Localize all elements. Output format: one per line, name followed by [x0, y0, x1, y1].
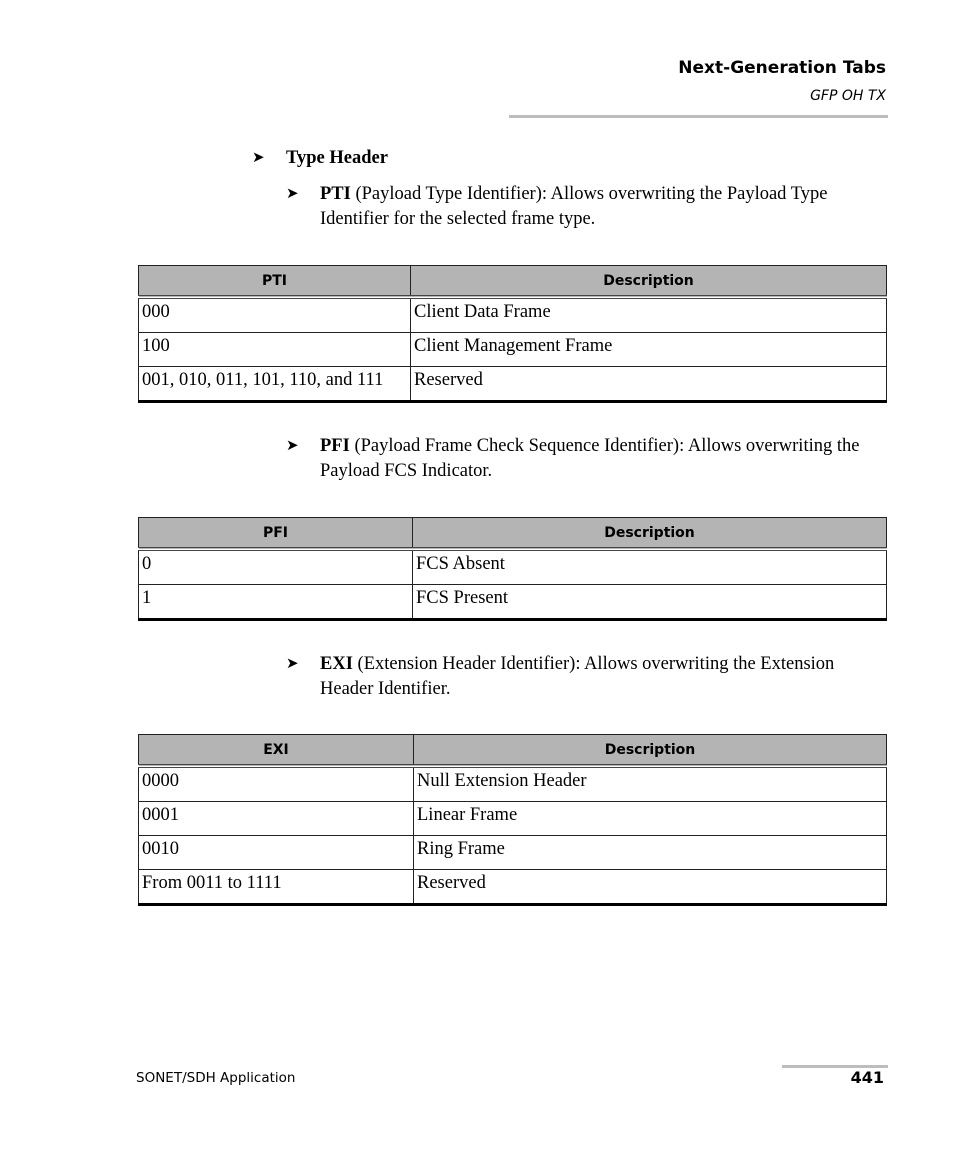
table-cell: Reserved	[414, 870, 887, 905]
table-cell: 0000	[139, 766, 414, 802]
table-cell: FCS Absent	[413, 549, 887, 585]
bullet-pti	[286, 182, 886, 232]
column-header: PTI	[139, 266, 411, 298]
table-cell: From 0011 to 1111	[139, 870, 414, 905]
exi-table	[138, 734, 887, 906]
bullet-term: PFI	[320, 436, 350, 456]
table-cell: FCS Present	[413, 585, 887, 620]
column-header: Description	[414, 735, 887, 767]
bullet-exi	[286, 652, 886, 702]
arrow-bullet-icon: ➤	[286, 656, 299, 672]
section-type-header	[252, 146, 852, 171]
pfi-table	[138, 517, 887, 621]
table-row	[139, 870, 887, 905]
table-cell: Ring Frame	[414, 836, 887, 870]
table-cell: 001, 010, 011, 101, 110, and 111	[139, 367, 411, 402]
table-cell: Linear Frame	[414, 802, 887, 836]
table-cell: Null Extension Header	[414, 766, 887, 802]
bullet-text: (Extension Header Identifier): Allows overwriting the Extension Header Identifier.	[320, 654, 835, 699]
table-cell: 100	[139, 333, 411, 367]
table-row	[139, 766, 887, 802]
header-subtitle: GFP OH TX	[810, 88, 886, 104]
table-cell: 0010	[139, 836, 414, 870]
arrow-bullet-icon: ➤	[286, 438, 299, 454]
table-row	[139, 333, 887, 367]
section-title: Type Header	[286, 148, 388, 168]
table-row	[139, 549, 887, 585]
column-header: Description	[413, 518, 887, 550]
bullet-text: (Payload Type Identifier): Allows overwriting the Payload Type Identifier for the selected frame type.	[320, 184, 828, 229]
bullet-pfi	[286, 434, 886, 484]
table-row	[139, 802, 887, 836]
arrow-bullet-icon: ➤	[252, 150, 265, 166]
header-divider	[509, 115, 888, 118]
table-row	[139, 297, 887, 333]
table-row	[139, 367, 887, 402]
table-row	[139, 585, 887, 620]
footer-title: SONET/SDH Application	[136, 1070, 296, 1086]
page-number: 441	[850, 1068, 884, 1087]
table-cell: 1	[139, 585, 413, 620]
table-cell: Client Data Frame	[411, 297, 887, 333]
column-header: PFI	[139, 518, 413, 550]
table-cell: Reserved	[411, 367, 887, 402]
arrow-bullet-icon: ➤	[286, 186, 299, 202]
table-cell: 0001	[139, 802, 414, 836]
table-cell: 0	[139, 549, 413, 585]
header-title: Next-Generation Tabs	[678, 58, 886, 78]
bullet-term: EXI	[320, 654, 353, 674]
bullet-text: (Payload Frame Check Sequence Identifier): Allows overwriting the Payload FCS Indicator.	[320, 436, 860, 481]
table-cell: 000	[139, 297, 411, 333]
column-header: Description	[411, 266, 887, 298]
table-cell: Client Management Frame	[411, 333, 887, 367]
pti-table	[138, 265, 887, 403]
table-row	[139, 836, 887, 870]
column-header: EXI	[139, 735, 414, 767]
bullet-term: PTI	[320, 184, 351, 204]
